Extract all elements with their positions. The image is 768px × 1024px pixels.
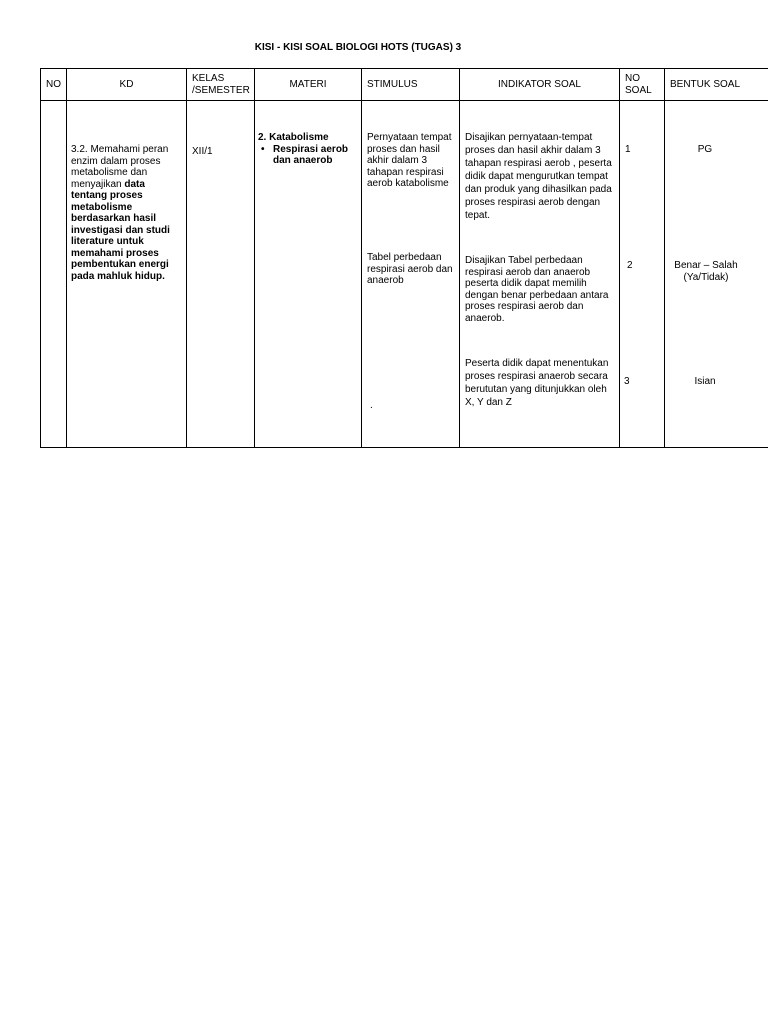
table-row: [41, 101, 768, 448]
no-soal-1: 1: [625, 144, 631, 155]
no-soal-2: 2: [627, 260, 633, 271]
kelas-value: XII/1: [192, 146, 213, 157]
stimulus-2: Tabel perbedaan respirasi aerob dan anaerob: [367, 252, 453, 286]
cell-bentuk: [665, 101, 768, 448]
no-soal-3: 3: [624, 376, 630, 387]
indikator-1: Disajikan pernyataan-tempat proses dan hasil akhir dalam 3 tahapan respirasi aerob , peserta didik dapat mengurutkan tempat dan produk yang dihasilkan pada proses respirasi aerob dengan tepat.: [465, 132, 612, 221]
cell-stimulus: [362, 101, 460, 448]
materi-item: • Respirasi aerob dan anaerob: [258, 144, 357, 167]
header-materi: MATERI: [255, 69, 362, 101]
stimulus-3: .: [370, 400, 373, 411]
bentuk-2: Benar – Salah (Ya/Tidak): [674, 260, 738, 283]
materi-block: [258, 132, 357, 167]
cell-materi: [255, 101, 362, 448]
kd-bold: data tentang proses metabolisme berdasarkan hasil investigasi dan studi literature untuk memahami proses pembentukan energi pada mahluk hidup.: [71, 178, 170, 282]
cell-no-soal: [620, 101, 665, 448]
stimulus-1: Pernyataan tempat proses dan hasil akhir dalam 3 tahapan respirasi aerob katabolisme: [367, 132, 452, 189]
header-kelas: KELAS /SEMESTER: [187, 69, 255, 101]
indikator-3: Peserta didik dapat menentukan proses respirasi anaerob secara berututan yang ditunjukkan oleh X, Y dan Z: [465, 358, 609, 408]
indikator-2: Disajikan Tabel perbedaan respirasi aerob dan anaerob peserta didik dapat memilih dengan benar perbedaan antara proses respirasi aerob dan anaerob.: [465, 255, 609, 324]
header-indikator: INDIKATOR SOAL: [460, 69, 620, 101]
header-no: NO: [41, 69, 67, 101]
document-title: KISI - KISI SOAL BIOLOGI HOTS (TUGAS) 3: [254, 42, 462, 53]
header-stimulus: STIMULUS: [362, 69, 460, 101]
header-kd: KD: [67, 69, 187, 101]
header-bentuk: BENTUK SOAL: [665, 69, 768, 101]
kisi-table: [40, 68, 768, 448]
kd-text: [71, 144, 178, 282]
cell-kelas: [187, 101, 255, 448]
header-no-soal: NO SOAL: [620, 69, 665, 101]
materi-heading: 2. Katabolisme: [258, 132, 329, 143]
kd-normal: 3.2. Memahami peran enzim dalam proses metabolisme dan menyajikan: [71, 144, 169, 190]
cell-no: [41, 101, 67, 448]
header-row: [41, 69, 768, 101]
cell-indikator: [460, 101, 620, 448]
bentuk-3: Isian: [694, 376, 716, 387]
bentuk-1: PG: [697, 144, 713, 155]
cell-kd: [67, 101, 187, 448]
